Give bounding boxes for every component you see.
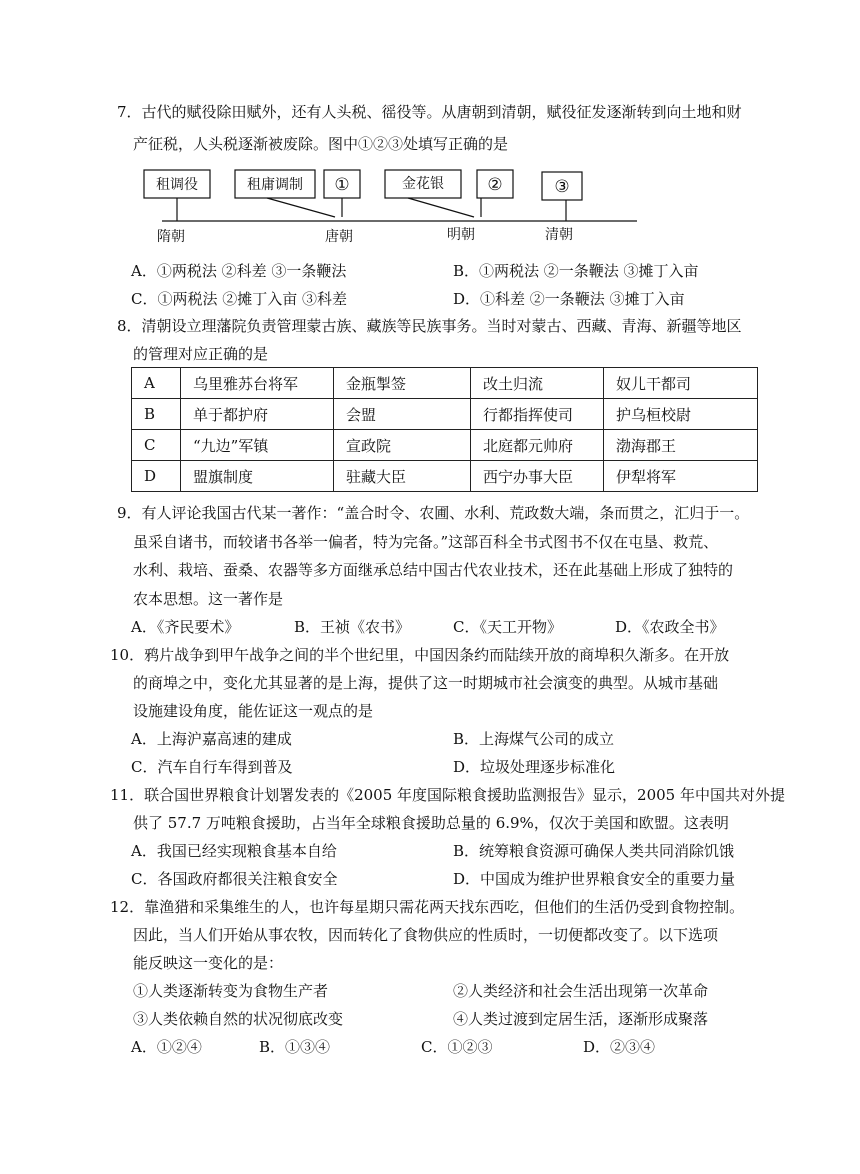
q12-option-d[interactable]: D．②③④ bbox=[583, 1038, 656, 1056]
q8-table-row-b[interactable] bbox=[132, 399, 758, 430]
q12-option-b[interactable]: B．①③④ bbox=[259, 1038, 331, 1056]
table-cell: 乌里雅苏台将军 bbox=[181, 368, 334, 399]
q8-table-row-d[interactable] bbox=[132, 461, 758, 492]
q11-option-a[interactable]: A．我国已经实现粮食基本自给 bbox=[131, 842, 337, 860]
table-cell: 驻藏大臣 bbox=[334, 461, 471, 492]
q9-option-d[interactable]: D．《农政全书》 bbox=[615, 618, 725, 636]
q11-option-b[interactable]: B．统筹粮食资源可确保人类共同消除饥饿 bbox=[453, 842, 735, 860]
q7-box-1-text: 租调役 bbox=[156, 177, 198, 193]
q7-label-sui: 隋朝 bbox=[157, 229, 185, 245]
q9-stem-line4: 农本思想。这一著作是 bbox=[133, 590, 284, 608]
q10-option-c[interactable]: C．汽车自行车得到普及 bbox=[131, 758, 293, 776]
table-cell: 单于都护府 bbox=[181, 399, 334, 430]
q7-label-tang: 唐朝 bbox=[325, 229, 353, 245]
q7-box-5-text: ② bbox=[487, 175, 503, 195]
table-cell: 奴儿干都司 bbox=[604, 368, 758, 399]
q12-stem-line2: 因此，当人们开始从事农牧，因而转化了食物供应的性质时，一切便都改变了。以下选项 bbox=[133, 926, 719, 944]
q12-option-c[interactable]: C．①②③ bbox=[421, 1038, 493, 1056]
q10-stem-line1: 10．鸦片战争到甲午战争之间的半个世纪里，中国因条约而陆续开放的商埠积久渐多。在开放 bbox=[110, 646, 730, 664]
q12-stem-line3: 能反映这一变化的是： bbox=[133, 954, 284, 972]
q7-stem-line2: 产征税，人头税逐渐被废除。图中①②③处填写正确的是 bbox=[133, 135, 509, 153]
q7-label-qing: 清朝 bbox=[545, 227, 573, 243]
q7-option-b[interactable]: B．①两税法 ②一条鞭法 ③摊丁入亩 bbox=[453, 262, 699, 280]
q10-stem-line2: 的商埠之中，变化尤其显著的是上海，提供了这一时期城市社会演变的典型。从城市基础 bbox=[133, 674, 719, 692]
table-cell: 金瓶掣签 bbox=[334, 368, 471, 399]
q8-stem-line1: 8．清朝设立理藩院负责管理蒙古族、藏族等民族事务。当时对蒙古、西藏、青海、新疆等地区 bbox=[117, 317, 742, 335]
table-cell: 会盟 bbox=[334, 399, 471, 430]
q8-options-table bbox=[131, 367, 758, 492]
q12-item-4: ④人类过渡到定居生活，逐渐形成聚落 bbox=[453, 1010, 709, 1028]
q7-box-4-text: 金花银 bbox=[402, 176, 444, 192]
q11-stem-line1: 11．联合国世界粮食计划署发表的《2005 年度国际粮食援助监测报告》显示，2005 年中国共对外提 bbox=[110, 786, 785, 804]
q7-timeline-diagram bbox=[140, 163, 660, 253]
q10-option-b[interactable]: B．上海煤气公司的成立 bbox=[453, 730, 615, 748]
table-cell: 盟旗制度 bbox=[181, 461, 334, 492]
q11-option-c[interactable]: C．各国政府都很关注粮食安全 bbox=[131, 870, 338, 888]
q7-stem-line1: 7．古代的赋役除田赋外，还有人头税、徭役等。从唐朝到清朝，赋役征发逐渐转到向土地和财 bbox=[117, 103, 742, 121]
table-cell: D bbox=[132, 461, 181, 492]
q7-option-c[interactable]: C．①两税法 ②摊丁入亩 ③科差 bbox=[131, 290, 348, 308]
table-cell: B bbox=[132, 399, 181, 430]
table-cell: 护乌桓校尉 bbox=[604, 399, 758, 430]
q10-option-a[interactable]: A．上海沪嘉高速的建成 bbox=[131, 730, 292, 748]
q10-stem-line3: 设施建设角度，能佐证这一观点的是 bbox=[133, 702, 374, 720]
table-cell: 行都指挥使司 bbox=[471, 399, 604, 430]
table-cell: “九边”军镇 bbox=[181, 430, 334, 461]
table-cell: 改土归流 bbox=[471, 368, 604, 399]
table-cell: 北庭都元帅府 bbox=[471, 430, 604, 461]
q9-stem-line2: 虽采自诸书，而较诸书各举一偏者，特为完备。”这部百科全书式图书不仅在屯垦、救荒、 bbox=[133, 533, 719, 551]
q7-option-a[interactable]: A．①两税法 ②科差 ③一条鞭法 bbox=[131, 262, 347, 280]
q12-item-3: ③人类依赖自然的状况彻底改变 bbox=[133, 1010, 344, 1028]
q12-item-2: ②人类经济和社会生活出现第一次革命 bbox=[453, 982, 709, 1000]
q10-option-d[interactable]: D．垃圾处理逐步标准化 bbox=[453, 758, 616, 776]
q11-stem-line2: 供了 57.7 万吨粮食援助，占当年全球粮食援助总量的 6.9%，仅次于美国和欧盟。这表明 bbox=[133, 814, 729, 832]
q12-option-a[interactable]: A．①②④ bbox=[131, 1038, 202, 1056]
table-cell: 西宁办事大臣 bbox=[471, 461, 604, 492]
q7-option-d[interactable]: D．①科差 ②一条鞭法 ③摊丁入亩 bbox=[453, 290, 685, 308]
table-cell: 伊犁将军 bbox=[604, 461, 758, 492]
q8-stem-line2: 的管理对应正确的是 bbox=[133, 345, 269, 363]
q11-option-d[interactable]: D．中国成为维护世界粮食安全的重要力量 bbox=[453, 870, 736, 888]
q9-option-c[interactable]: C．《天工开物》 bbox=[453, 618, 562, 636]
q8-table-row-a[interactable] bbox=[132, 368, 758, 399]
table-cell: 宣政院 bbox=[334, 430, 471, 461]
q9-stem-line1: 9．有人评论我国古代某一著作：“盖合时令、农圃、水利、荒政数大端，条而贯之，汇归于一。 bbox=[117, 504, 750, 522]
table-cell: A bbox=[132, 368, 181, 399]
q7-box-6-text: ③ bbox=[554, 177, 570, 197]
q9-stem-line3: 水利、栽培、蚕桑、农器等多方面继承总结中国古代农业技术，还在此基础上形成了独特的 bbox=[133, 561, 734, 579]
q7-box-3-text: ① bbox=[334, 175, 350, 195]
table-cell: 渤海郡王 bbox=[604, 430, 758, 461]
table-cell: C bbox=[132, 430, 181, 461]
q7-box-2-text: 租庸调制 bbox=[247, 177, 303, 193]
q12-item-1: ①人类逐渐转变为食物生产者 bbox=[133, 982, 329, 1000]
q9-option-a[interactable]: A．《齐民要术》 bbox=[131, 618, 240, 636]
q12-stem-line1: 12．靠渔猎和采集维生的人，也许每星期只需花两天找东西吃，但他们的生活仍受到食物控制。 bbox=[110, 898, 745, 916]
q9-option-b[interactable]: B．王祯《农书》 bbox=[294, 618, 411, 636]
q8-table-row-c[interactable] bbox=[132, 430, 758, 461]
q7-label-ming: 明朝 bbox=[447, 227, 475, 243]
